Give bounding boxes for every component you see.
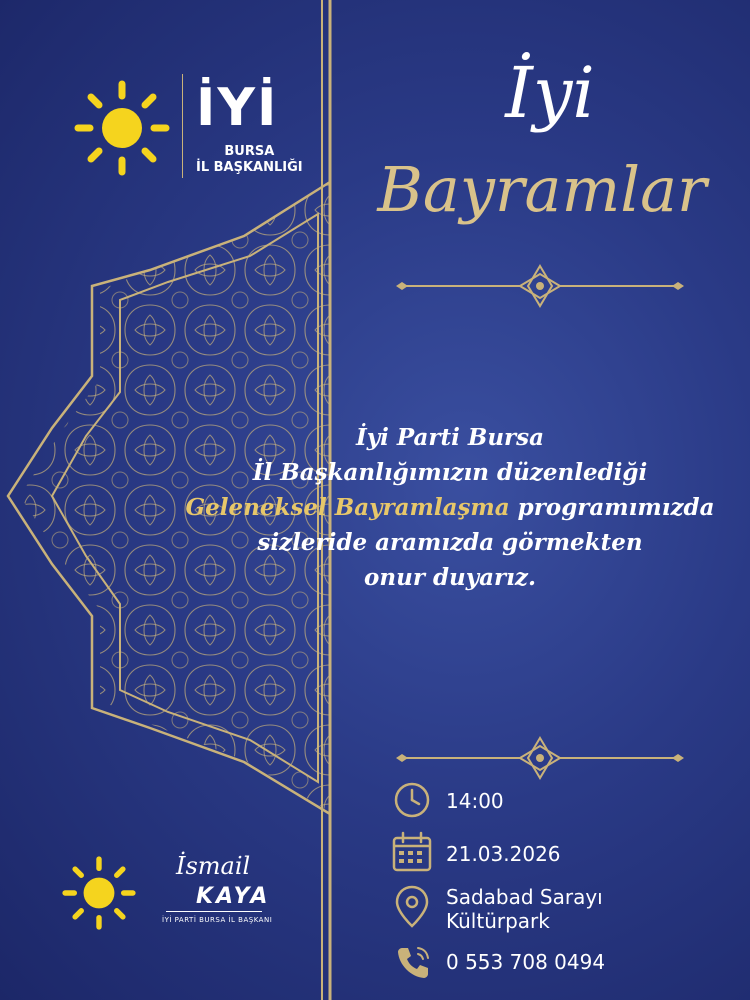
divider-top (396, 266, 684, 306)
message-line1: İyi Parti Bursa (355, 424, 545, 451)
event-location (446, 885, 603, 933)
divider-bottom (396, 738, 684, 778)
party-logo-sub (196, 144, 303, 176)
message-highlight: Geleneksel Bayramlaşma (185, 494, 510, 521)
location-line1: Sadabad Sarayı (446, 885, 603, 909)
greeting-line2: Bayramlar (377, 153, 707, 226)
invitation-message (170, 420, 730, 595)
event-time: 14:00 (446, 789, 504, 813)
party-sub-line1: BURSA (224, 144, 275, 159)
greeting-line1: İyi (505, 52, 595, 134)
party-sub-line2: İL BAŞKANLIĞI (196, 160, 303, 175)
event-date: 21.03.2026 (446, 842, 561, 866)
logo-divider (182, 74, 183, 178)
message-line3-rest: programımızda (509, 494, 715, 521)
event-phone: 0 553 708 0494 (446, 950, 606, 974)
message-line3 (170, 490, 730, 525)
signature-role: İYİ PARTİ BURSA İL BAŞKANI (162, 916, 273, 924)
location-pin-icon (394, 884, 430, 930)
phone-icon (394, 942, 434, 982)
clock-icon (392, 780, 432, 820)
signature-underline (166, 911, 262, 912)
location-line2: Kültürpark (446, 909, 550, 933)
signature-last-name: KAYA (196, 884, 271, 909)
sun-icon-bottom (62, 856, 136, 930)
sun-icon (74, 80, 170, 176)
message-line4: sizleride aramızda görmekten (257, 529, 643, 556)
party-logo-name: İYİ (196, 78, 279, 138)
signature-first-name: İsmail (176, 852, 251, 880)
message-line5: onur duyarız. (364, 564, 536, 591)
message-line2: İl Başkanlığımızın düzenlediği (252, 459, 648, 486)
calendar-icon (390, 830, 434, 874)
